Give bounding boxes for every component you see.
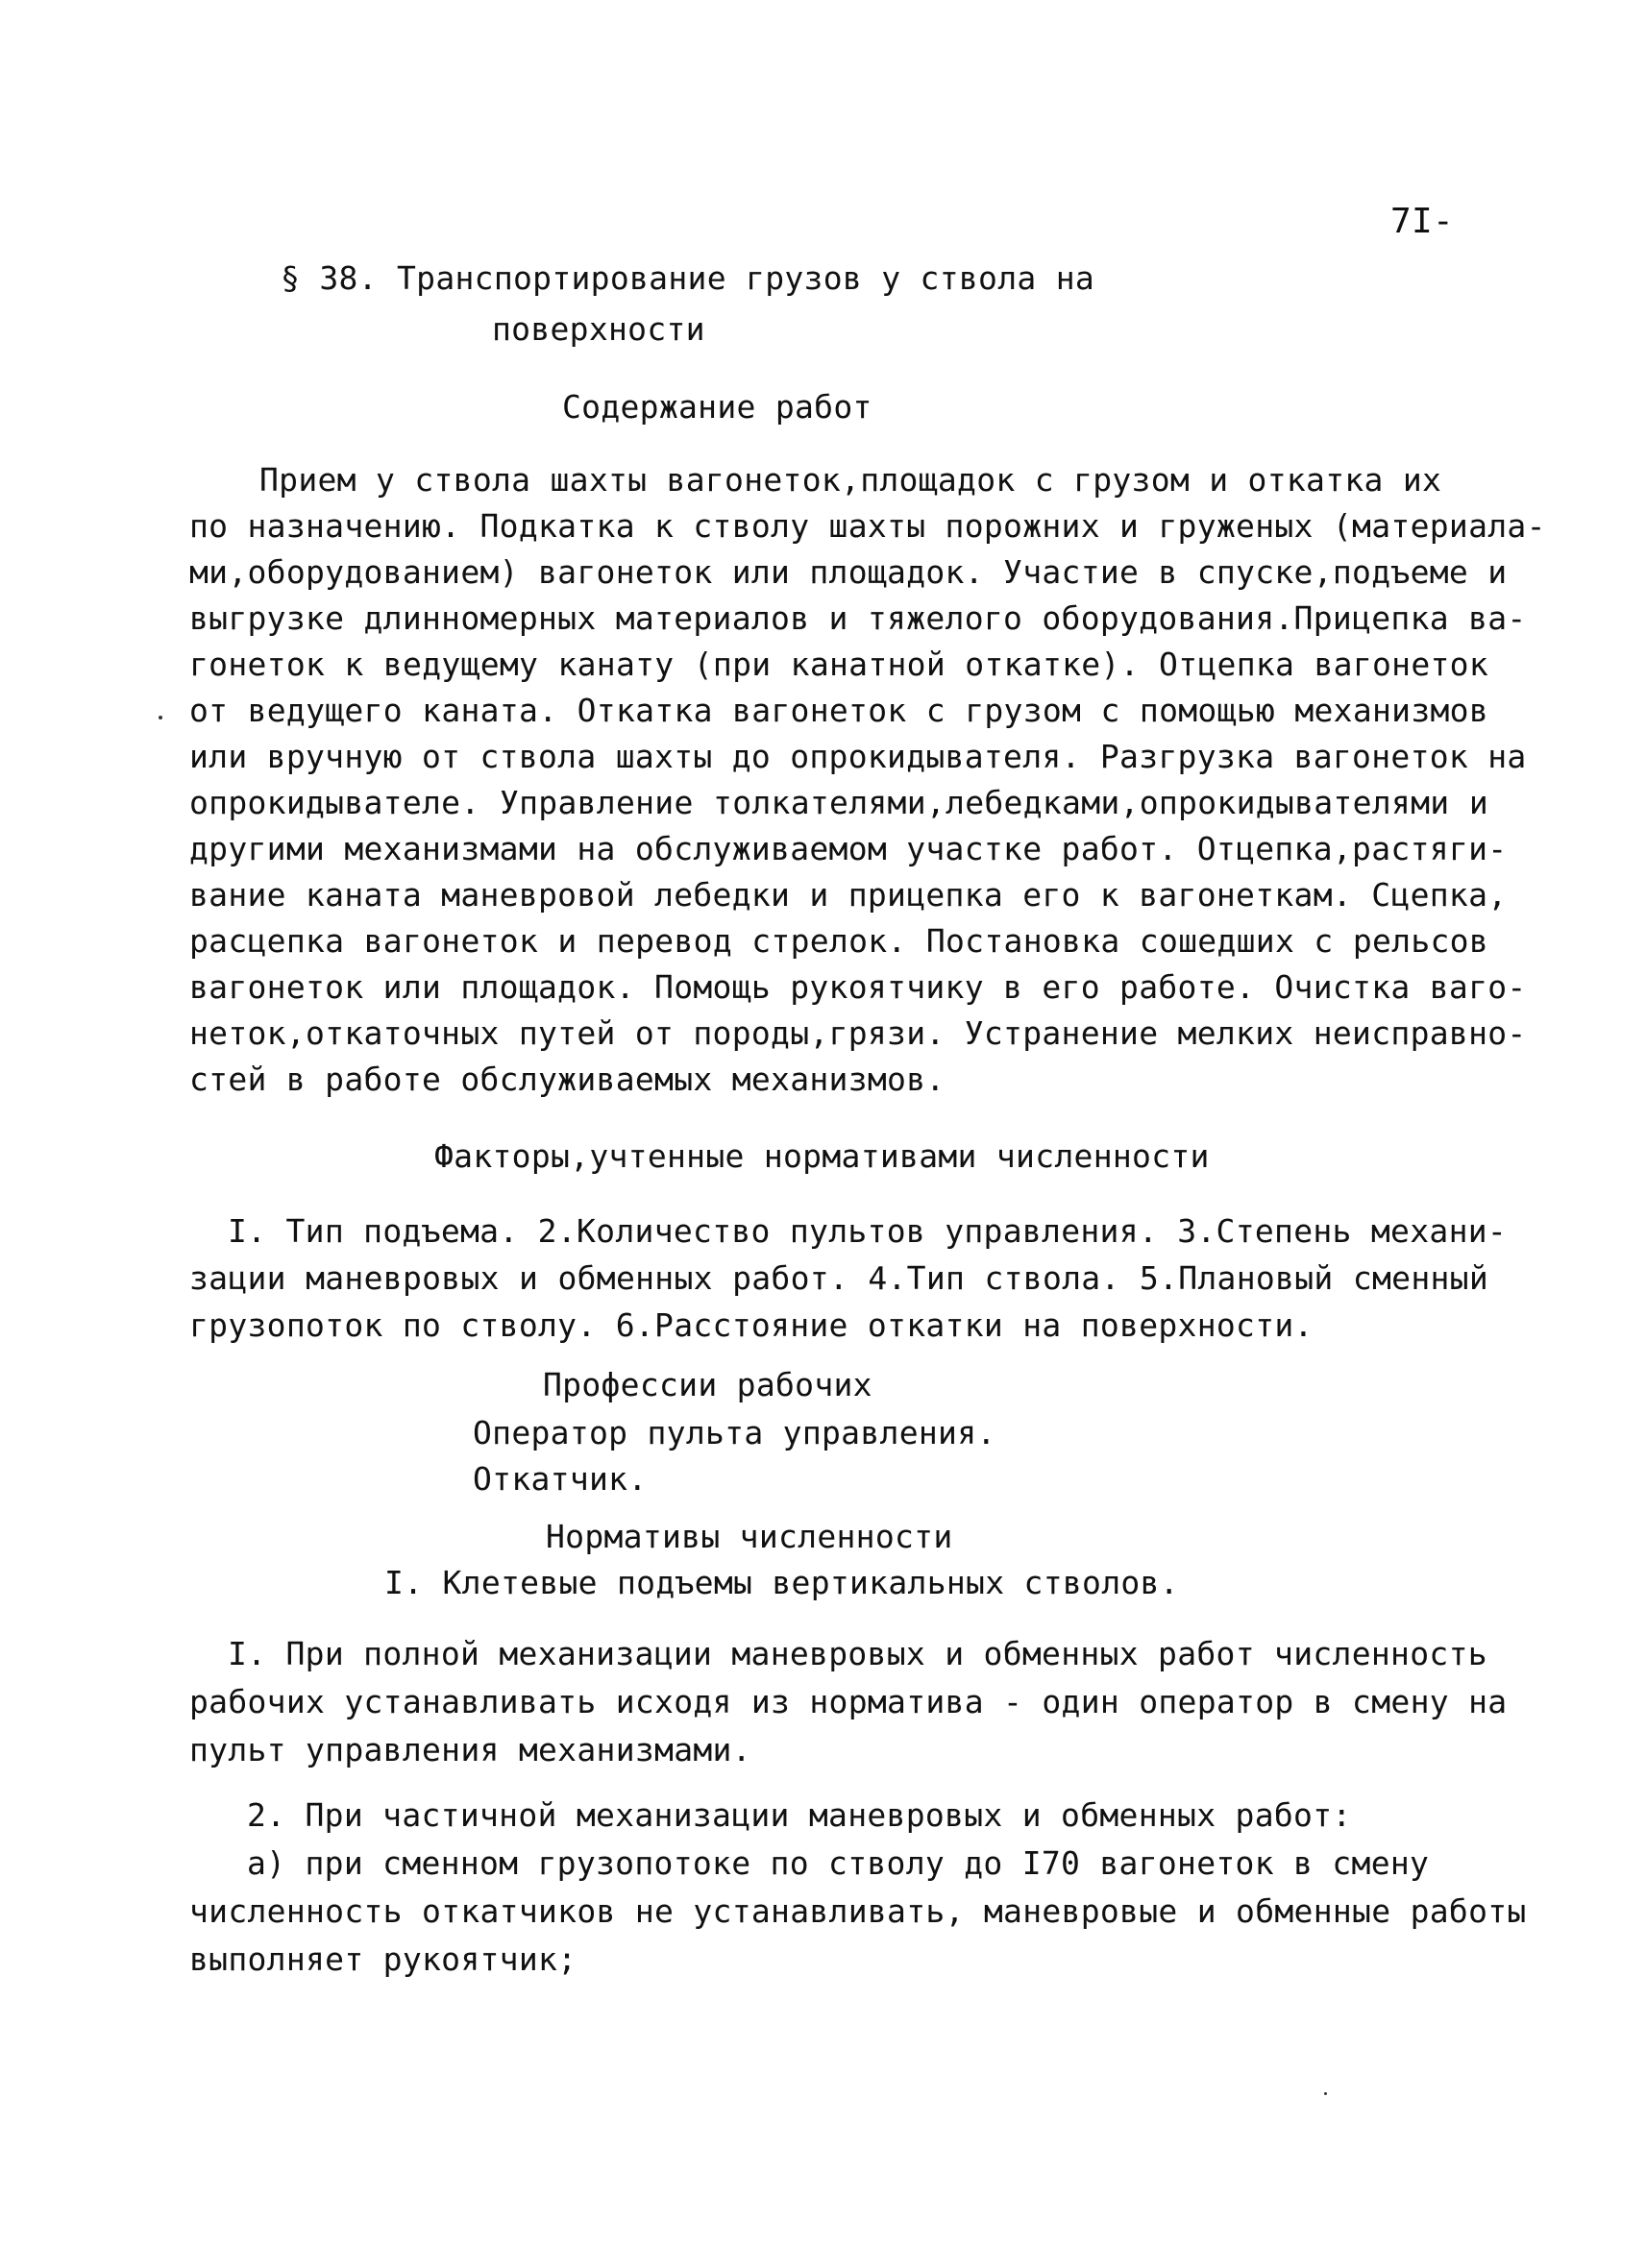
norm1-line: I. При полной механизации маневровых и обменных работ численность	[228, 1635, 1487, 1672]
content-line: от ведущего каната. Откатка вагонеток с грузом с помощью механизмов	[189, 692, 1488, 729]
profession-item: Откатчик.	[473, 1460, 648, 1498]
content-line: вагонеток или площадок. Помощь рукоятчику в его работе. Очистка ваго-	[189, 968, 1527, 1006]
content-line: вание каната маневровой лебедки и прицепка его к вагонеткам. Сцепка,	[189, 876, 1508, 914]
norm1-line: пульт управления механизмами.	[189, 1731, 751, 1768]
factors-line: I. Тип подъема. 2.Количество пультов управления. 3.Степень механи-	[228, 1212, 1508, 1250]
content-heading: Содержание работ	[562, 388, 872, 426]
professions-heading: Профессии рабочих	[543, 1366, 872, 1403]
norms-heading: Нормативы численности	[546, 1518, 953, 1555]
section-title-line2: поверхности	[492, 310, 705, 348]
content-line: другими механизмами на обслуживаемом участке работ. Отцепка,растяги-	[189, 830, 1508, 867]
norm1-line: рабочих устанавливать исходя из норматива - один оператор в смену на	[189, 1683, 1508, 1720]
content-line: по назначению. Подкатка к стволу шахты порожних и груженых (материала-	[189, 507, 1546, 545]
section-title-line1: § 38. Транспортирование грузов у ствола на	[281, 259, 1095, 297]
norm2-line: численность откатчиков не устанавливать, маневровые и обменные работы	[189, 1892, 1527, 1930]
content-line: неток,откаточных путей от породы,грязи. Устранение мелких неисправно-	[189, 1014, 1527, 1052]
content-line: выгрузке длинномерных материалов и тяжелого оборудования.Прицепка ва-	[189, 599, 1527, 637]
content-line: расцепка вагонеток и перевод стрелок. Постановка сошедших с рельсов	[189, 922, 1488, 960]
margin-dot	[159, 716, 162, 719]
content-line: гонеток к ведущему канату (при канатной откатке). Отцепка вагонеток	[189, 646, 1488, 683]
content-line: ми,оборудованием) вагонеток или площадок. Участие в спуске,подъеме и	[189, 553, 1508, 591]
factors-line: грузопоток по стволу. 6.Расстояние откатки на поверхности.	[189, 1306, 1314, 1344]
factors-heading: Факторы,учтенные нормативами численности	[434, 1137, 1210, 1175]
norm2-line: 2. При частичной механизации маневровых и обменных работ:	[247, 1796, 1352, 1834]
subsection-heading: I. Клетевые подъемы вертикальных стволов.	[384, 1564, 1179, 1601]
profession-item: Оператор пульта управления.	[473, 1414, 996, 1451]
content-line: Прием у ствола шахты вагонеток,площадок с грузом и откатка их	[259, 461, 1442, 499]
factors-line: зации маневровых и обменных работ. 4.Тип ствола. 5.Плановый сменный	[189, 1259, 1488, 1297]
content-line: или вручную от ствола шахты до опрокидывателя. Разгрузка вагонеток на	[189, 738, 1527, 775]
norm2-line: выполняет рукоятчик;	[189, 1940, 577, 1978]
content-line: опрокидывателе. Управление толкателями,лебедками,опрокидывателями и	[189, 784, 1488, 821]
page-number: 7I-	[1390, 202, 1454, 241]
margin-dot	[1324, 2092, 1327, 2095]
norm2-line: а) при сменном грузопотоке по стволу до I70 вагонеток в смену	[247, 1844, 1430, 1882]
content-line: стей в работе обслуживаемых механизмов.	[189, 1061, 946, 1098]
